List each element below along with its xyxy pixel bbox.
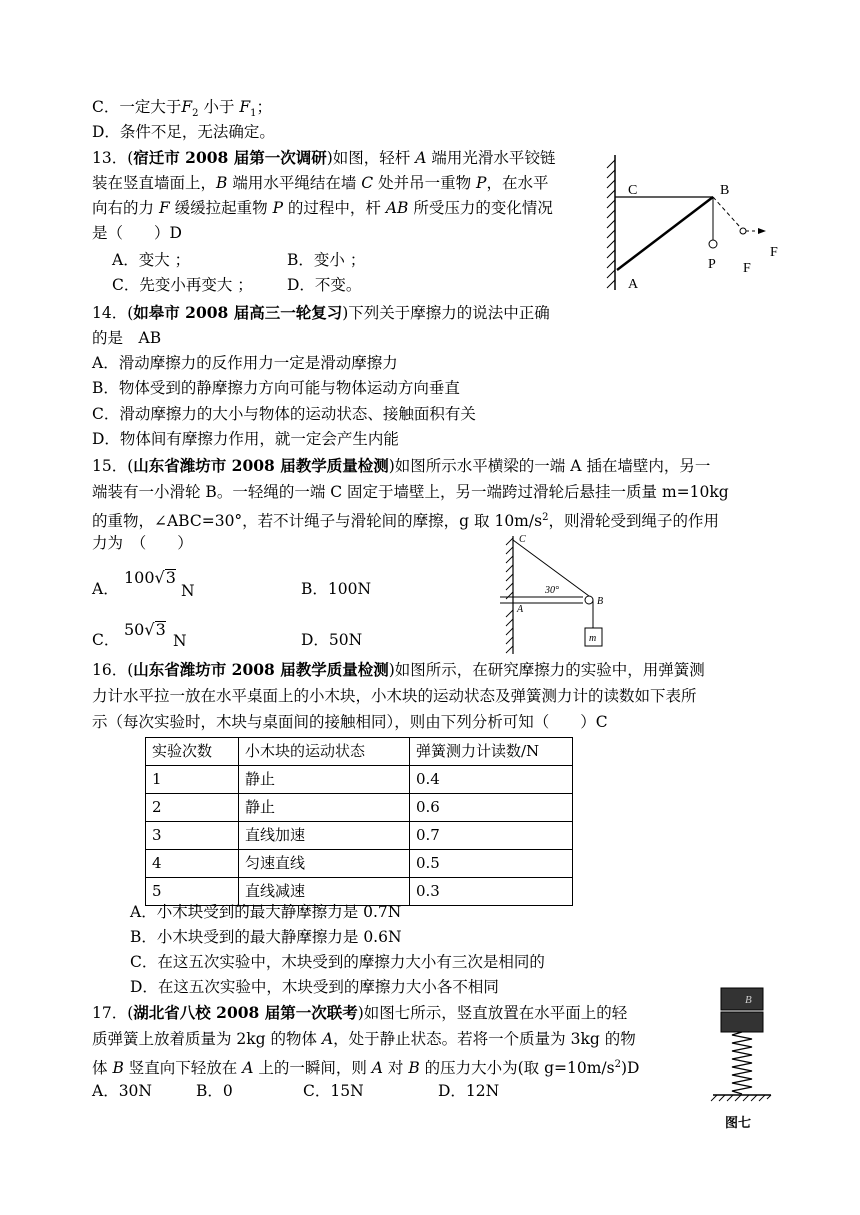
text: )如图所示水平横梁的一端 A 插在墙壁内，另一 — [388, 457, 711, 475]
text: 15．( — [92, 457, 134, 475]
label-c: C — [519, 534, 526, 545]
text: B — [216, 174, 228, 192]
label-c: C — [628, 183, 638, 198]
q14-option-a: A．滑动摩擦力的反作用力一定是滑动摩擦力 — [92, 354, 398, 372]
q15-option-a-unit: N — [181, 582, 195, 600]
table-cell: 0.6 — [410, 794, 573, 822]
label-f: F — [743, 261, 751, 276]
figure-17 — [705, 985, 785, 1135]
label-m: m — [589, 633, 597, 644]
q15-option-c-unit: N — [173, 632, 187, 650]
text: B — [408, 1059, 420, 1078]
text: A — [415, 149, 427, 167]
q16-option-a: A．小木块受到的最大静摩擦力是 0.7N — [130, 903, 402, 921]
q15-option-d: D．50N — [301, 631, 363, 649]
text: )如图所示，在研究摩擦力的实验中，用弹簧测 — [388, 661, 705, 679]
text: ，处于静止状态。若将一个质量为 3kg 的物 — [333, 1030, 636, 1048]
q16-option-c: C．在这五次实验中，木块受到的摩擦力大小有三次是相同的 — [130, 953, 545, 971]
table-cell: 0.7 — [410, 822, 573, 850]
q15-line-3 — [92, 507, 719, 532]
table-row — [146, 766, 573, 794]
text: A — [242, 1059, 254, 1078]
q16-option-b: B．小木块受到的最大静摩擦力是 0.6N — [130, 928, 402, 946]
q16-line-3: 示（每次实验时，木块与桌面间的接触相同），则由下列分析可知（ ）C — [92, 713, 608, 731]
table-cell: 直线加速 — [239, 822, 410, 850]
table-cell: 静止 — [239, 794, 410, 822]
source: 山东省潍坊市 2008 届教学质量检测 — [133, 456, 389, 475]
source: 湖北省八校 2008 届第一次联考 — [133, 1003, 358, 1022]
source: 如皋市 2008 届高三一轮复习 — [133, 303, 343, 322]
text: P — [476, 174, 487, 192]
q15-option-b: B．100N — [301, 580, 372, 598]
q15-option-a-value: 100√3 — [124, 568, 176, 587]
text: )如图七所示，竖直放置在水平面上的轻 — [357, 1004, 628, 1022]
q15-line-1 — [92, 455, 710, 477]
table-cell: 匀速直线 — [239, 850, 410, 878]
table-cell: 3 — [146, 822, 239, 850]
text: C．一定大于 — [92, 98, 182, 116]
text: 13．( — [92, 149, 134, 167]
figure-13 — [600, 150, 800, 300]
text: 竖直向下轻放在 — [123, 1059, 243, 1078]
label-p: P — [708, 257, 716, 272]
text: 14．( — [92, 304, 134, 322]
label-b: B — [720, 183, 730, 198]
q15-line-4: 力为 （ ） — [92, 534, 193, 552]
q13-option-c: C．先变小再变大 ； — [112, 276, 253, 294]
text: P — [272, 199, 283, 217]
label-b: B — [597, 596, 604, 607]
text: 17．( — [92, 1004, 134, 1022]
text: 上的一瞬间，则 — [253, 1059, 372, 1078]
text: 1 — [250, 108, 257, 120]
table-header-cell: 弹簧测力计读数/N — [410, 738, 573, 766]
table-header-row — [146, 738, 573, 766]
table-row — [146, 794, 573, 822]
text: )如图，轻杆 — [326, 149, 416, 167]
q17-line-2 — [92, 1028, 636, 1050]
text: 3 — [155, 620, 166, 639]
label-f: F — [770, 245, 778, 260]
table-row — [146, 850, 573, 878]
table-cell: 直线减速 — [239, 878, 410, 906]
label-a: A — [628, 277, 639, 292]
source: 宿迁市 2008 届第一次调研 — [133, 148, 327, 167]
text: 端用水平绳结在墙 — [227, 174, 362, 192]
q14-line-2: 的是 AB — [92, 329, 162, 347]
text: F — [158, 199, 170, 217]
table-row — [146, 822, 573, 850]
text: C — [361, 174, 374, 192]
text: )D — [621, 1059, 640, 1078]
text: 50 — [124, 620, 145, 639]
q17-option-d: D．12N — [438, 1082, 500, 1100]
text: 小于 — [198, 98, 240, 116]
q14-option-d: D．物体间有摩擦力作用，就一定会产生内能 — [92, 430, 399, 448]
table-cell: 4 — [146, 850, 239, 878]
text: 体 — [92, 1059, 113, 1078]
text: ，在水平 — [486, 174, 549, 192]
q15-option-c — [92, 629, 119, 651]
q13-line-4: 是（ ）D — [92, 224, 182, 242]
table-header-cell: 实验次数 — [146, 738, 239, 766]
text: 2 — [192, 108, 199, 120]
q14-option-c: C．滑动摩擦力的大小与物体的运动状态、接触面积有关 — [92, 405, 476, 423]
text: B — [112, 1059, 124, 1078]
table-cell: 0.5 — [410, 850, 573, 878]
text: F — [181, 98, 193, 116]
table-cell: 1 — [146, 766, 239, 794]
source: 山东省潍坊市 2008 届教学质量检测 — [133, 660, 389, 679]
q16-option-d: D．在这五次实验中，木块受到的摩擦力大小各不相同 — [130, 978, 499, 996]
q15-line-2: 端装有一小滑轮 B。一轻绳的一端 C 固定于墙壁上，另一端跨过滑轮后悬挂一质量 m=10kg — [92, 483, 729, 501]
label-a: A — [517, 604, 524, 615]
q13-line-3 — [92, 197, 553, 219]
text: 的过程中，杆 — [283, 199, 386, 217]
table-cell: 0.3 — [410, 878, 573, 906]
text: 处并吊一重物 — [373, 174, 476, 192]
q17-line-1 — [92, 1002, 627, 1024]
q13-option-b: B．变小 ； — [287, 251, 366, 269]
text: AB — [385, 199, 409, 217]
table-cell: 0.4 — [410, 766, 573, 794]
text: 端用光滑水平铰链 — [426, 149, 556, 167]
q13-option-a: A．变大 ； — [112, 251, 191, 269]
text: 向右的力 — [92, 199, 159, 217]
text: 16．( — [92, 661, 134, 679]
text: ； — [256, 98, 273, 116]
text: A — [321, 1030, 334, 1048]
text: ，则滑轮受到绳子的作用 — [548, 512, 719, 531]
q14-option-b: B．物体受到的静摩擦力方向可能与物体运动方向垂直 — [92, 379, 460, 397]
q13-line-1 — [92, 147, 555, 169]
text: 对 — [382, 1059, 409, 1078]
text: 2 — [614, 1059, 621, 1070]
table-cell: 2 — [146, 794, 239, 822]
text: 缓缓拉起重物 — [169, 199, 273, 217]
text: 100 — [124, 568, 155, 587]
text: 3 — [165, 568, 176, 587]
q17-option-b: B．0 — [196, 1082, 233, 1100]
text: A — [371, 1059, 383, 1078]
text: F — [239, 98, 251, 116]
text: 2 — [542, 512, 549, 523]
label-angle: 30° — [545, 585, 559, 596]
text: 所受压力的变化情况 — [408, 199, 553, 217]
q17-option-c: C．15N — [303, 1082, 364, 1100]
q14-line-1 — [92, 302, 550, 324]
text: )下列关于摩擦力的说法中正确 — [342, 304, 550, 322]
figure-15 — [495, 532, 625, 657]
table-header-cell: 小木块的运动状态 — [239, 738, 410, 766]
q17-line-3 — [92, 1054, 639, 1079]
q16-line-1 — [92, 659, 705, 681]
text: 的重物，∠ABC=30°，若不计绳子与滑轮间的摩擦，g 取 10m/s — [92, 512, 543, 531]
text: C． — [92, 631, 120, 649]
text: A． — [92, 580, 119, 598]
option-d-line: D．条件不足，无法确定。 — [92, 123, 275, 141]
q13-option-d: D．不变。 — [287, 276, 362, 294]
q13-line-2 — [92, 172, 548, 194]
table-cell: 静止 — [239, 766, 410, 794]
q15-option-c-value: 50√3 — [124, 620, 166, 639]
text: 的压力大小为(取 g=10m/s — [419, 1059, 615, 1078]
table-cell: 5 — [146, 878, 239, 906]
figure-caption: 图七 — [725, 1116, 752, 1131]
experiment-table — [145, 737, 573, 906]
text: 质弹簧上放着质量为 2kg 的物体 — [92, 1030, 322, 1048]
text: 装在竖直墙面上， — [92, 174, 217, 192]
q17-option-a: A．30N — [92, 1082, 152, 1100]
q15-option-a — [92, 578, 119, 600]
block-b-label: B — [745, 994, 752, 1006]
q16-line-2: 力计水平拉一放在水平桌面上的小木块，小木块的运动状态及弹簧测力计的读数如下表所 — [92, 687, 697, 705]
